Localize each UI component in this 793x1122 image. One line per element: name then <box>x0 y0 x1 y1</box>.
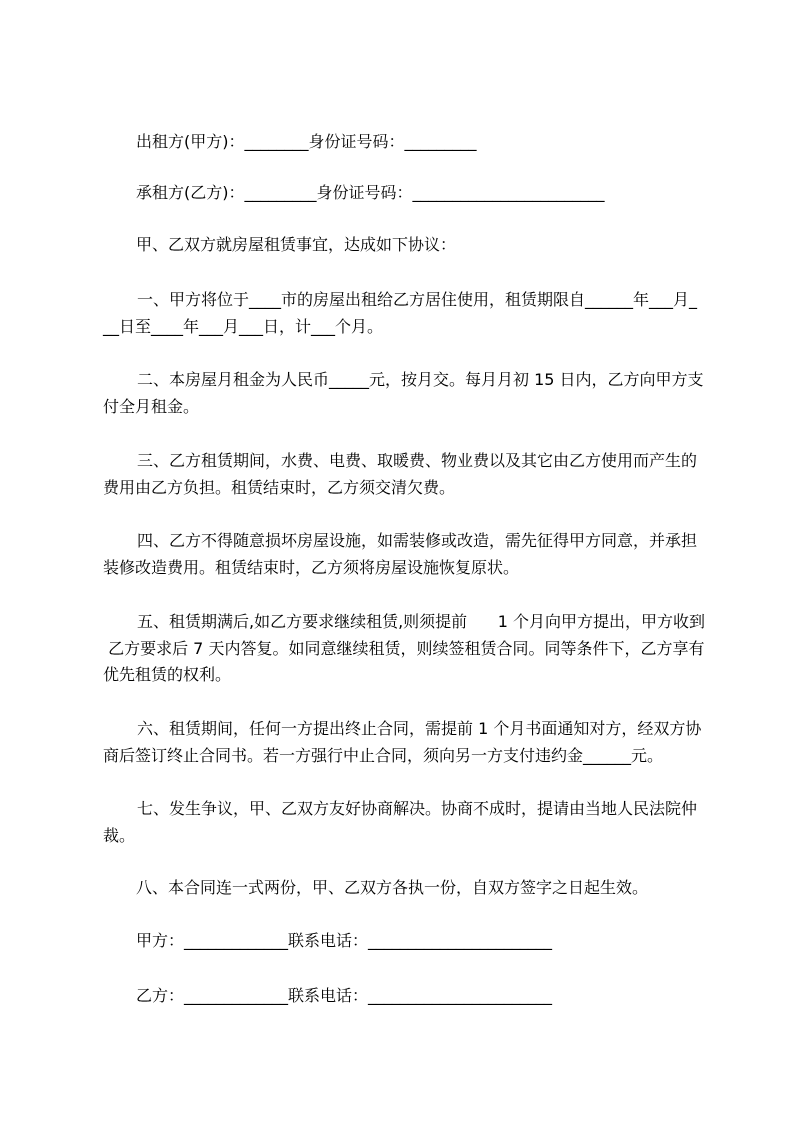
agreement-intro-line: 甲、乙双方就房屋租赁事宜，达成如下协议： <box>136 235 457 254</box>
clause-1-line-1: 一、甲方将位于____市的房屋出租给乙方居住使用，租赁期限自______年___月_ <box>137 290 698 309</box>
lessor-info <box>103 129 713 156</box>
clause-5-line-2: 乙方要求后 7 天内答复。如同意继续租赁，则续签租赁合同。同等条件下，乙方享有 <box>103 638 705 658</box>
clause-5-line-3: 优先租赁的权利。 <box>103 665 232 685</box>
clause-6-line-2: 商后签订终止合同书。若一方强行中止合同，须向另一方支付违约金______元。 <box>103 745 664 765</box>
clause-3-line-1: 三、乙方租赁期间，水费、电费、取暖费、物业费以及其它由乙方使用而产生的 <box>137 451 698 470</box>
clause-7-line-2: 裁。 <box>103 825 136 845</box>
clause-4-line-2: 装修改造费用。租赁结束时，乙方须将房屋设施恢复原状。 <box>103 557 520 577</box>
lessee-info <box>103 180 713 207</box>
clause-7-line-1: 七、发生争议，甲、乙双方友好协商解决。协商不成时，提请由当地人民法院仲 <box>137 799 698 818</box>
clause-8 <box>103 875 713 902</box>
clause-6-line-1: 六、租赁期间，任何一方提出终止合同，需提前 1 个月书面通知对方，经双方协 <box>137 719 702 738</box>
signature-party-a-line: 甲方：_____________联系电话：_______________________ <box>136 931 553 950</box>
clause-2 <box>103 367 713 420</box>
clause-6 <box>103 716 713 769</box>
clause-5 <box>103 609 713 689</box>
lessee-line: 承租方(乙方)：_________身份证号码：________________________ <box>136 183 605 202</box>
clause-7 <box>103 796 713 849</box>
lessor-line: 出租方(甲方)：________身份证号码：_________ <box>136 132 477 151</box>
signature-party-b-line: 乙方：_____________联系电话：_______________________ <box>136 986 553 1005</box>
clause-3 <box>103 448 713 501</box>
clause-4 <box>103 528 713 581</box>
clause-2-line-2: 付全月租金。 <box>103 396 200 416</box>
clause-5-line-1: 五、租赁期满后,如乙方要求继续租赁,则须提前 1 个月向甲方提出，甲方收到 <box>137 612 705 631</box>
clause-3-line-2: 费用由乙方负担。租赁结束时，乙方须交清欠费。 <box>103 477 456 497</box>
signature-party-a <box>103 928 713 955</box>
signature-party-b <box>103 983 713 1010</box>
clause-1-line-2: __日至____年___月___日，计___个月。 <box>103 316 384 336</box>
clause-1 <box>103 287 713 340</box>
clause-8-line-1: 八、本合同连一式两份，甲、乙双方各执一份，自双方签字之日起生效。 <box>136 878 649 897</box>
clause-2-line-1: 二、本房屋月租金为人民币_____元，按月交。每月月初 15 日内，乙方向甲方支 <box>137 370 704 389</box>
agreement-intro <box>103 232 713 259</box>
clause-4-line-1: 四、乙方不得随意损坏房屋设施，如需装修或改造，需先征得甲方同意，并承担 <box>137 531 698 550</box>
